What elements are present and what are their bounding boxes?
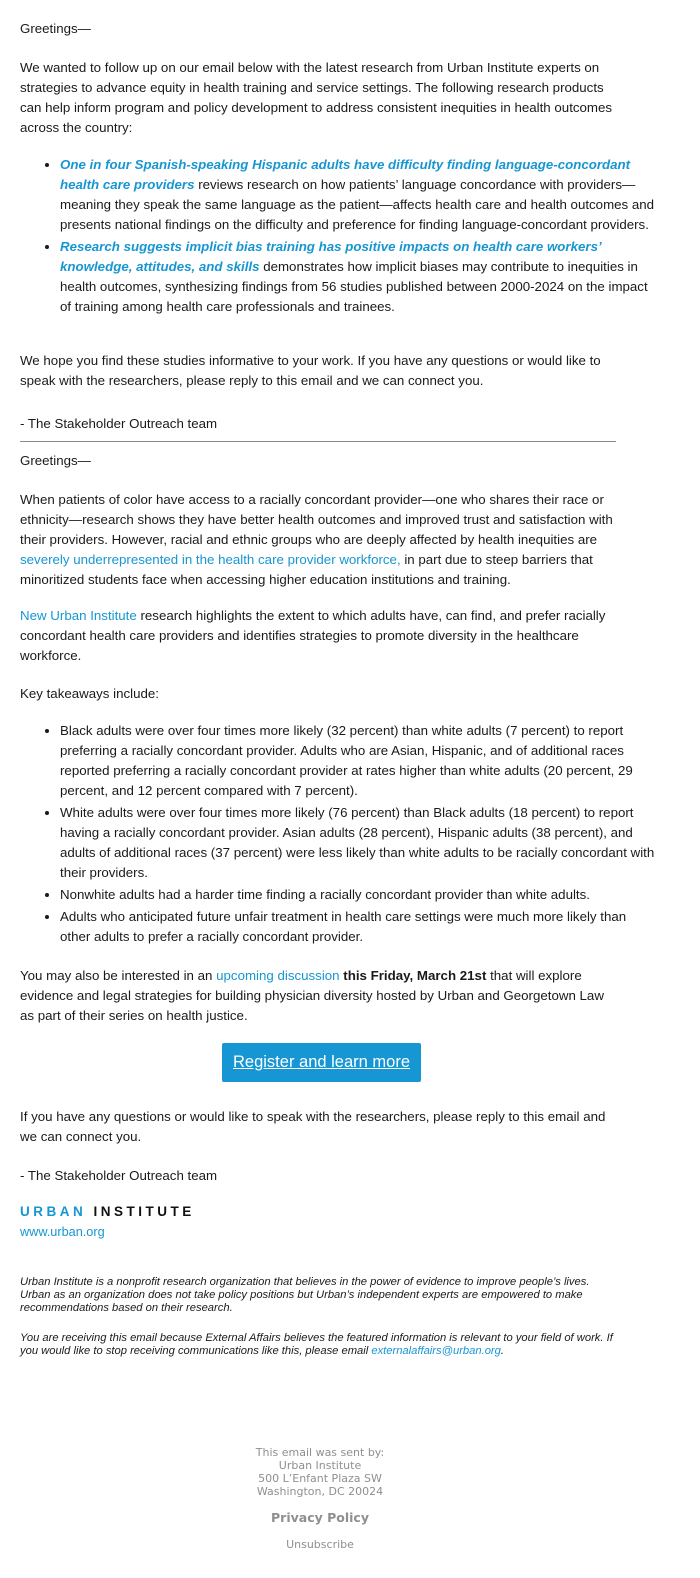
paragraph-text: You may also be interested in an <box>20 968 217 983</box>
signoff-2: - The Stakeholder Outreach team <box>20 1168 218 1183</box>
list-item-text: reviews research on how patients’ language concordance with providers—meaning they speak the same language as the patient—affects health care and health outcomes and presents national findings on the difficulty and preference for finding language-concordant providers. <box>60 177 655 232</box>
takeaways-list <box>20 721 660 949</box>
signoff-1: - The Stakeholder Outreach team <box>20 416 218 431</box>
paragraph-text: in part due to steep barriers that minoritized students face when accessing higher education institutions and training. <box>20 552 593 587</box>
discussion-paragraph <box>20 966 620 1026</box>
logo-institute-text: INSTITUTE <box>93 1204 195 1219</box>
sent-by-label: This email was sent by: <box>255 1446 385 1459</box>
new-urban-institute-link[interactable]: New Urban Institute <box>20 608 137 623</box>
receiving-disclaimer <box>20 1332 620 1358</box>
list-item: • Adults who anticipated future unfair treatment in health care settings were much more likely than other adults to prefer a racially concordant provider. <box>60 907 660 947</box>
research-link-implicit-bias[interactable]: Research suggests implicit bias training has positive impacts on health care workers’ knowledge, attitudes, and skills <box>60 239 602 274</box>
urban-institute-logo[interactable] <box>20 1204 195 1219</box>
underrepresented-link[interactable]: severely underrepresented in the health care provider workforce, <box>20 552 401 567</box>
paragraph-text: that will explore evidence and legal strategies for building physician diversity hosted by Urban and Georgetown Law as part of their series on health justice. <box>20 968 604 1023</box>
list-item <box>60 237 660 317</box>
new-research-paragraph <box>20 606 620 666</box>
external-affairs-email-link[interactable]: externalaffairs@urban.org <box>371 1345 501 1357</box>
research-list <box>20 155 660 319</box>
logo-urban-text: URBAN <box>20 1204 87 1219</box>
disclaimer-text: You are receiving this email because External Affairs believes the featured information is relevant to your field of work. If you would like to stop receiving communications like this, please email <box>20 1332 613 1357</box>
section-divider <box>20 441 616 442</box>
website-link[interactable]: www.urban.org <box>20 1225 105 1239</box>
unsubscribe-link[interactable]: Unsubscribe <box>286 1538 354 1551</box>
list-item <box>60 155 660 235</box>
disclaimer-text: . <box>500 1345 504 1357</box>
paragraph-text: research highlights the extent to which adults have, can find, and prefer racially concordant health care providers and identifies strategies to promote diversity in the healthcare workforce. <box>20 608 606 663</box>
cta-container <box>222 1043 421 1082</box>
questions-paragraph: If you have any questions or would like to speak with the researchers, please reply to this email and we can connect you. <box>20 1109 606 1144</box>
privacy-policy-link[interactable]: Privacy Policy <box>271 1510 369 1525</box>
greeting-2: Greetings— <box>20 453 91 468</box>
list-item: • Black adults were over four times more likely (32 percent) than white adults (7 percent) to report preferring a racially concordant provider. Adults who are Asian, Hispanic, and of additional races reported preferring a racially concordant provider at rates higher than white adults (20 percent, 29 percent, and 12 percent compared with 7 percent). <box>60 721 660 801</box>
research-link-language-concordant[interactable]: One in four Spanish-speaking Hispanic adults have difficulty finding language-concordant health care providers <box>60 157 631 192</box>
sender-address: 500 L’Enfant Plaza SW <box>258 1472 382 1485</box>
upcoming-discussion-link[interactable]: upcoming discussion <box>216 968 340 983</box>
list-item: • Nonwhite adults had a harder time finding a racially concordant provider than white adults. <box>60 885 660 905</box>
email-footer <box>0 1446 640 1552</box>
hope-paragraph: We hope you find these studies informative to your work. If you have any questions or would like to speak with the researchers, please reply to this email and we can connect you. <box>20 353 601 388</box>
list-item: • White adults were over four times more likely (76 percent) than Black adults (18 percent) to report having a racially concordant provider. Asian adults (28 percent), Hispanic adults (38 percent), and adults of additional races (37 percent) were less likely than white adults to be racially concordant with their providers. <box>60 803 660 883</box>
register-button[interactable]: Register and learn more <box>222 1043 421 1082</box>
paragraph-text: When patients of color have access to a racially concordant provider—one who shares their race or ethnicity—research shows they have better health outcomes and improved trust and satisfaction with their providers. However, racial and ethnic groups who are deeply affected by health inequities are <box>20 492 613 547</box>
concordance-paragraph <box>20 490 620 590</box>
greeting-1: Greetings— <box>20 21 91 36</box>
list-item-text: demonstrates how implicit biases may contribute to inequities in health outcomes, synthesizing findings from 56 studies published between 2000-2024 on the impact of training among health care professionals and trainees. <box>60 259 648 314</box>
intro-paragraph: We wanted to follow up on our email below with the latest research from Urban Institute experts on strategies to advance equity in health training and service settings. The following research products can help inform program and policy development to address consistent inequities in health outcomes across the country: <box>20 60 613 135</box>
sender-city: Washington, DC 20024 <box>256 1485 384 1498</box>
sender-org: Urban Institute <box>278 1459 362 1472</box>
about-disclaimer: Urban Institute is a nonprofit research organization that believes in the power of evidence to improve people’s lives. Urban as an organization does not take policy positions but Urban’s independent experts are empowered to make recommendations based on their research. <box>20 1276 590 1314</box>
key-takeaways-heading: Key takeaways include: <box>20 686 159 701</box>
event-date: this Friday, March 21st <box>339 968 487 983</box>
